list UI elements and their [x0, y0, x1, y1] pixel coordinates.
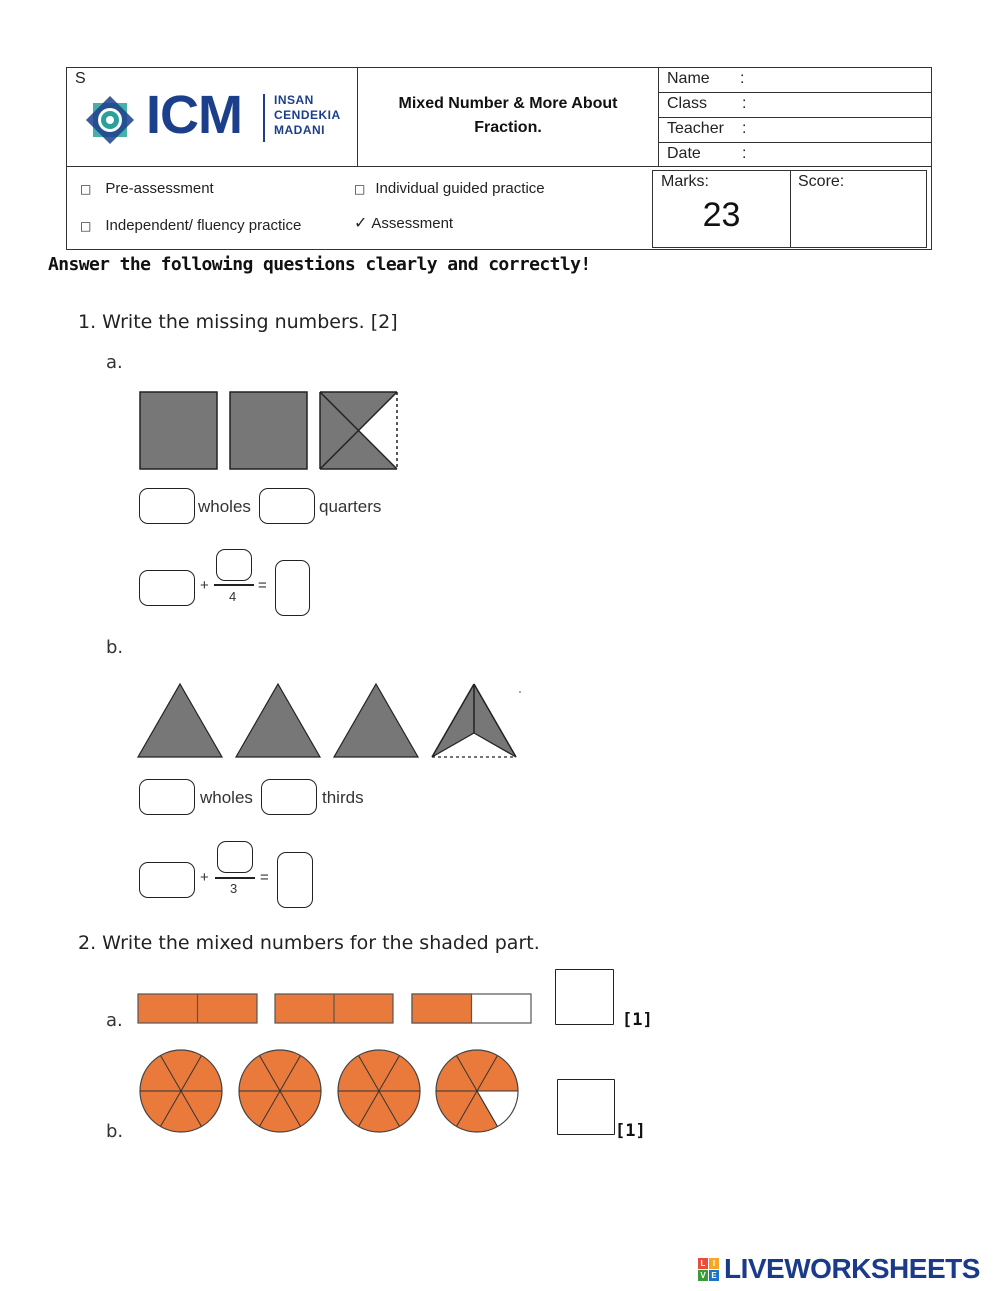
badge-letter: L [698, 1258, 708, 1269]
q2b-circles-figure [135, 1044, 525, 1139]
q1a-quarters-label: quarters [319, 497, 382, 516]
whole-square-2 [230, 392, 307, 469]
q1b-thirds-input[interactable] [261, 779, 317, 815]
q1a-quarters-input[interactable] [259, 488, 315, 524]
title-line2: Fraction. [474, 119, 542, 136]
q2b-mark: [1] [615, 1121, 646, 1141]
field-name-label: Name [667, 70, 710, 87]
q2a-bars-figure [135, 990, 535, 1030]
q1a-wholes-input[interactable] [139, 488, 195, 524]
school-logo [80, 85, 355, 150]
bar-partial [412, 994, 531, 1023]
checkbox-icon: □ [80, 219, 92, 233]
checkbox-icon: □ [354, 182, 366, 196]
circle-whole-1 [140, 1050, 222, 1132]
q1a-squares-figure [135, 388, 405, 474]
marks-value: 23 [702, 196, 741, 234]
field-date-sep: : [742, 145, 747, 162]
q1a-answer-input[interactable] [275, 560, 310, 616]
bar-whole-1 [138, 994, 257, 1023]
q1b-wholes-label: wholes [200, 788, 253, 807]
whole-square-1 [140, 392, 217, 469]
worksheet-title [358, 92, 658, 140]
q2b-label: b. [106, 1121, 124, 1142]
q1a-whole-number-input[interactable] [139, 570, 195, 606]
question-1-text: 1. Write the missing numbers. [2] [78, 311, 398, 333]
q1b-numerator-input[interactable] [217, 841, 253, 873]
checklist-item-guided [354, 180, 545, 197]
q1a-equals: = [258, 577, 267, 594]
field-teacher-label: Teacher [667, 120, 724, 137]
checklist-item-pre-assessment [80, 180, 214, 197]
instruction: Answer the following questions clearly and correctly! [48, 254, 591, 275]
date-input[interactable] [752, 144, 930, 165]
q2a-answer-input[interactable] [555, 969, 614, 1025]
q1b-thirds-label: thirds [322, 788, 364, 807]
q1b-answer-input[interactable] [277, 852, 313, 908]
logo-line2: CENDEKIA [274, 108, 341, 122]
badge-letter: I [709, 1258, 719, 1269]
star-emblem-icon [80, 90, 140, 150]
whole-triangle-2 [236, 684, 320, 757]
checklist-label: Assessment [371, 215, 454, 232]
title-line1: Mixed Number & More About [398, 95, 618, 112]
checkbox-icon: □ [80, 182, 92, 196]
badge-letter: V [698, 1270, 708, 1281]
class-input[interactable] [752, 94, 930, 116]
logo-wordmark: ICM [146, 85, 242, 145]
q1b-denominator: 3 [230, 881, 238, 896]
field-teacher-sep: : [742, 120, 747, 137]
q1a-numerator-input[interactable] [216, 549, 252, 581]
partial-triangle [432, 684, 516, 757]
q1b-equals: = [260, 869, 269, 886]
whole-triangle-3 [334, 684, 418, 757]
field-class-sep: : [742, 95, 747, 112]
name-input[interactable] [752, 69, 930, 91]
fraction-bar [215, 877, 255, 879]
field-name-sep: : [740, 70, 745, 87]
q1b-plus: + [200, 869, 209, 886]
whole-triangle-1 [138, 684, 222, 757]
q1b-wholes-input[interactable] [139, 779, 195, 815]
circle-partial [436, 1050, 518, 1132]
bar-whole-2 [275, 994, 393, 1023]
q2a-mark: [1] [622, 1010, 653, 1030]
q1a-plus: + [200, 577, 209, 594]
checklist-label: Pre-assessment [105, 180, 214, 197]
field-date-label: Date [667, 145, 701, 162]
circle-whole-2 [239, 1050, 321, 1132]
q1a-label: a. [106, 352, 123, 373]
checklist-item-assessment [354, 213, 453, 232]
score-label: Score: [798, 173, 845, 190]
logo-line1: INSAN [274, 93, 314, 107]
partial-square [320, 392, 397, 469]
q2b-answer-input[interactable] [557, 1079, 615, 1135]
q1b-whole-number-input[interactable] [139, 862, 195, 898]
question-2-text: 2. Write the mixed numbers for the shaded part. [78, 932, 540, 954]
corner-letter: S [75, 70, 86, 87]
checkmark-icon: ✓ [354, 213, 368, 232]
liveworksheets-badge-icon [698, 1258, 720, 1282]
checklist-label: Independent/ fluency practice [105, 217, 302, 234]
circle-whole-3 [338, 1050, 420, 1132]
teacher-input[interactable] [752, 119, 930, 141]
q1a-wholes-label: wholes [198, 497, 251, 516]
field-class-label: Class [667, 95, 708, 112]
q1b-triangles-figure [133, 680, 525, 762]
marks-label: Marks: [661, 173, 709, 190]
q2a-label: a. [106, 1010, 123, 1031]
q1b-label: b. [106, 637, 124, 658]
checklist-item-independent [80, 217, 301, 234]
checklist-label: Individual guided practice [375, 180, 545, 197]
fraction-bar [214, 584, 254, 586]
badge-letter: E [709, 1270, 719, 1281]
q1a-denominator: 4 [229, 589, 237, 604]
liveworksheets-brand[interactable]: LIVEWORKSHEETS [724, 1253, 980, 1284]
logo-line3: MADANI [274, 123, 325, 137]
